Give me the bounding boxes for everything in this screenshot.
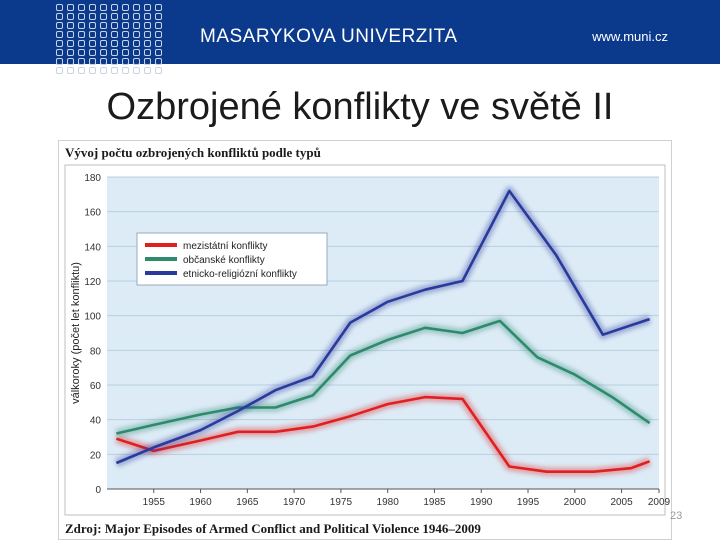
y-tick-label: 160 xyxy=(84,207,101,219)
chart-title: Vývoj počtu ozbrojených konfliktů podle typů xyxy=(65,145,321,160)
x-tick-label: 1975 xyxy=(329,497,353,508)
logo-dot xyxy=(78,58,85,65)
logo-dot xyxy=(122,58,129,65)
legend-label: mezistátní konflikty xyxy=(183,241,268,252)
logo-dot xyxy=(56,49,63,56)
logo-dot xyxy=(111,31,118,38)
logo-dot xyxy=(100,13,107,20)
y-tick-label: 60 xyxy=(89,381,101,392)
logo-dot xyxy=(78,40,85,47)
logo-dot xyxy=(133,4,140,11)
logo-dot xyxy=(100,49,107,56)
logo-dot xyxy=(133,31,140,38)
logo-dot xyxy=(67,31,74,38)
logo-dot xyxy=(122,22,129,29)
logo-dot xyxy=(89,4,96,11)
logo-dot xyxy=(56,22,63,29)
logo-dot xyxy=(56,67,63,74)
logo-dot xyxy=(144,58,151,65)
logo-dot xyxy=(122,4,129,11)
university-url[interactable]: www.muni.cz xyxy=(592,29,668,44)
logo-dot xyxy=(78,4,85,11)
logo-dot xyxy=(144,67,151,74)
logo-dot xyxy=(78,13,85,20)
x-tick-label: 1965 xyxy=(236,497,259,508)
logo-dot xyxy=(67,4,74,11)
y-tick-label: 100 xyxy=(84,311,101,323)
y-tick-label: 140 xyxy=(84,242,101,254)
logo-dot xyxy=(144,4,151,11)
logo-dot xyxy=(67,58,74,65)
y-tick-label: 120 xyxy=(84,277,101,288)
logo-dot xyxy=(78,49,85,56)
logo-dot xyxy=(111,13,118,20)
logo-dot xyxy=(67,49,74,56)
logo-dot xyxy=(133,13,140,20)
logo-dot xyxy=(122,49,129,56)
logo-dot xyxy=(155,22,162,29)
logo-dot xyxy=(100,31,107,38)
chart-source: Zdroj: Major Episodes of Armed Conflict and Political Violence 1946–2009 xyxy=(65,521,481,536)
logo-dot xyxy=(67,40,74,47)
x-tick-label: 2005 xyxy=(610,497,633,508)
logo-dot xyxy=(89,58,96,65)
logo-dot xyxy=(56,40,63,47)
logo-dot xyxy=(100,40,107,47)
logo-dot xyxy=(155,13,162,20)
logo-dot xyxy=(56,58,63,65)
logo-dot xyxy=(144,13,151,20)
logo-dot xyxy=(78,31,85,38)
logo-dot xyxy=(144,40,151,47)
logo-dot xyxy=(56,4,63,11)
x-tick-label: 1990 xyxy=(470,497,493,508)
legend-label: etnicko-religiózní konflikty xyxy=(183,269,297,280)
logo-dot xyxy=(122,67,129,74)
logo-dot xyxy=(111,40,118,47)
logo-dot xyxy=(78,67,85,74)
slide-title: Ozbrojené konflikty ve světě II xyxy=(106,86,614,128)
logo-dot xyxy=(133,49,140,56)
logo-dot xyxy=(56,13,63,20)
logo-dot xyxy=(155,31,162,38)
x-tick-label: 1995 xyxy=(516,497,540,508)
logo-dot xyxy=(67,67,74,74)
x-tick-label: 1980 xyxy=(376,497,399,508)
university-name: MASARYKOVA UNIVERZITA xyxy=(200,26,458,47)
logo-dot xyxy=(144,31,151,38)
logo-dot xyxy=(111,22,118,29)
logo-dot xyxy=(133,67,140,74)
logo-dot xyxy=(155,58,162,65)
logo-dot xyxy=(144,22,151,29)
logo-dot xyxy=(67,22,74,29)
logo-dot xyxy=(89,22,96,29)
logo-dot xyxy=(111,67,118,74)
page-number: 23 xyxy=(670,510,683,522)
y-tick-label: 40 xyxy=(89,415,101,427)
logo-dot xyxy=(89,13,96,20)
logo-dot xyxy=(122,40,129,47)
logo-dot xyxy=(89,67,96,74)
logo-dot xyxy=(89,49,96,56)
logo-dot xyxy=(133,40,140,47)
logo-dot xyxy=(122,31,129,38)
logo-dot xyxy=(100,22,107,29)
x-tick-label: 1985 xyxy=(423,497,446,508)
x-tick-label: 1955 xyxy=(142,497,165,508)
x-tick-label: 2000 xyxy=(563,497,586,508)
x-tick-label: 1960 xyxy=(189,497,212,508)
logo-dot xyxy=(100,67,107,74)
logo-dot xyxy=(89,31,96,38)
university-logo-icon xyxy=(56,4,168,80)
chart-figure xyxy=(58,140,672,540)
logo-dot xyxy=(100,4,107,11)
logo-dot xyxy=(56,31,63,38)
x-tick-label: 1970 xyxy=(282,497,306,508)
logo-dot xyxy=(133,58,140,65)
logo-dot xyxy=(100,58,107,65)
logo-dot xyxy=(67,13,74,20)
logo-dot xyxy=(122,13,129,20)
header-bar xyxy=(0,0,720,64)
logo-dot xyxy=(155,67,162,74)
logo-dot xyxy=(111,58,118,65)
y-tick-label: 80 xyxy=(89,346,101,358)
legend-label: občanské konflikty xyxy=(183,255,265,266)
logo-dot xyxy=(78,22,85,29)
logo-dot xyxy=(133,22,140,29)
x-tick-label: 2009 xyxy=(647,497,671,508)
logo-dot xyxy=(111,49,118,56)
line-chart xyxy=(59,163,671,525)
y-tick-label: 0 xyxy=(95,485,101,496)
logo-dot xyxy=(155,40,162,47)
y-tick-label: 20 xyxy=(89,450,101,462)
logo-dot xyxy=(155,4,162,11)
y-axis-label: válkoroky (počet let konfliktu) xyxy=(70,262,82,404)
logo-dot xyxy=(155,49,162,56)
logo-dot xyxy=(111,4,118,11)
logo-dot xyxy=(144,49,151,56)
logo-dot xyxy=(89,40,96,47)
y-tick-label: 180 xyxy=(84,173,101,184)
